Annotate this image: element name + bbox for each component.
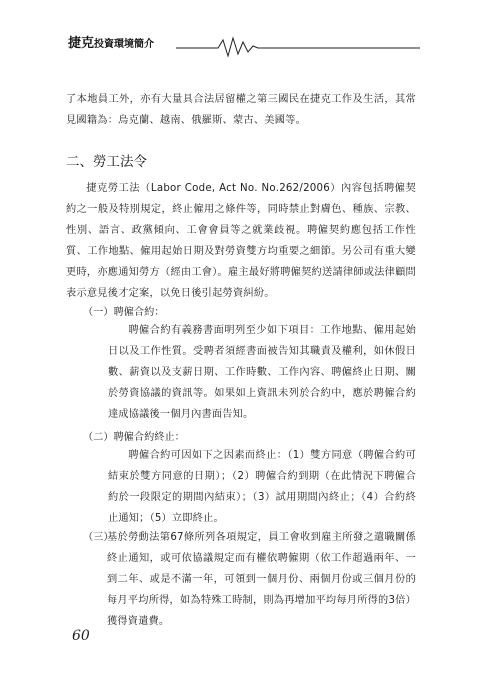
item-2-paragraph: 聘僱合約可因如下之因素而終止：（1）雙方同意（聘僱合約可結束於雙方同意的日期）；（2）聘僱合約到期（在此情況下聘僱合約於一段限定的期間內結束）；（3）試用期間內終止；（4）合約終止通知；（5）立即終止。	[108, 450, 416, 524]
item-2-label: （二）聘僱合約終止：	[83, 432, 185, 443]
section-paragraph: 捷克勞工法（Labor Code, Act No. No.262/2006）內容包括聘僱契約之一般及特別規定，終止僱用之條件等，同時禁止對膚色、種族、宗教、性別、語言、政黨傾向、工會會員等之就業歧視。聘僱契約應包括工作性質、工作地點、僱用起始日期及對勞資雙方均重要之細節。另公司有重大變更時，亦應通知勞方（經由工會）。雇主最好將聘僱契約送請律師或法律顧問表示意見後才定案，以免日後引起勞資糾紛。	[66, 183, 416, 299]
heartbeat-line-decoration	[68, 32, 420, 60]
header-title-big: 捷克	[68, 36, 95, 51]
item-1-label: （一）聘僱合約：	[83, 307, 165, 318]
running-header	[68, 32, 420, 60]
section-paragraph-block	[66, 178, 416, 304]
item-1-body	[108, 320, 416, 425]
intro-paragraph: 了本地員工外，亦有大量具合法居留權之第三國民在捷克工作及生活，其常見國籍為：烏克蘭、越南、俄羅斯、蒙古、美國等。	[66, 94, 416, 126]
item-2-body	[108, 445, 416, 529]
item-1-paragraph: 聘僱合約有義務書面明列至少如下項目：工作地點、僱用起始日以及工作性質。受聘者須經書面被告知其職責及權利，如休假日數、薪資以及支薪日期、工作時數、工作內容、聘僱終止日期、關於勞資協議的資訊等。如果如上資訊未列於合約中，應於聘僱合約達成協議後一個月內書面告知。	[108, 325, 416, 420]
section-heading: 二、勞工法令	[66, 154, 147, 170]
item-3-paragraph: 基於勞動法第67條所列各項規定，員工會收到雇主所發之遣職關係終止通知，或可依協議規定而有權依聘僱期（依工作超過兩年、一到二年、或是不滿一年，可領到一個月份、兩個月份或三個月份的每月平均所得，如為特殊工時制，則為再增加平均每月所得的3倍）獲得資遣費。	[107, 532, 416, 627]
intro-paragraph-block	[66, 89, 416, 131]
page-number: 60	[72, 628, 90, 644]
header-title-small: 投資環境簡介	[94, 39, 155, 50]
item-3-label: （三）	[83, 532, 114, 543]
